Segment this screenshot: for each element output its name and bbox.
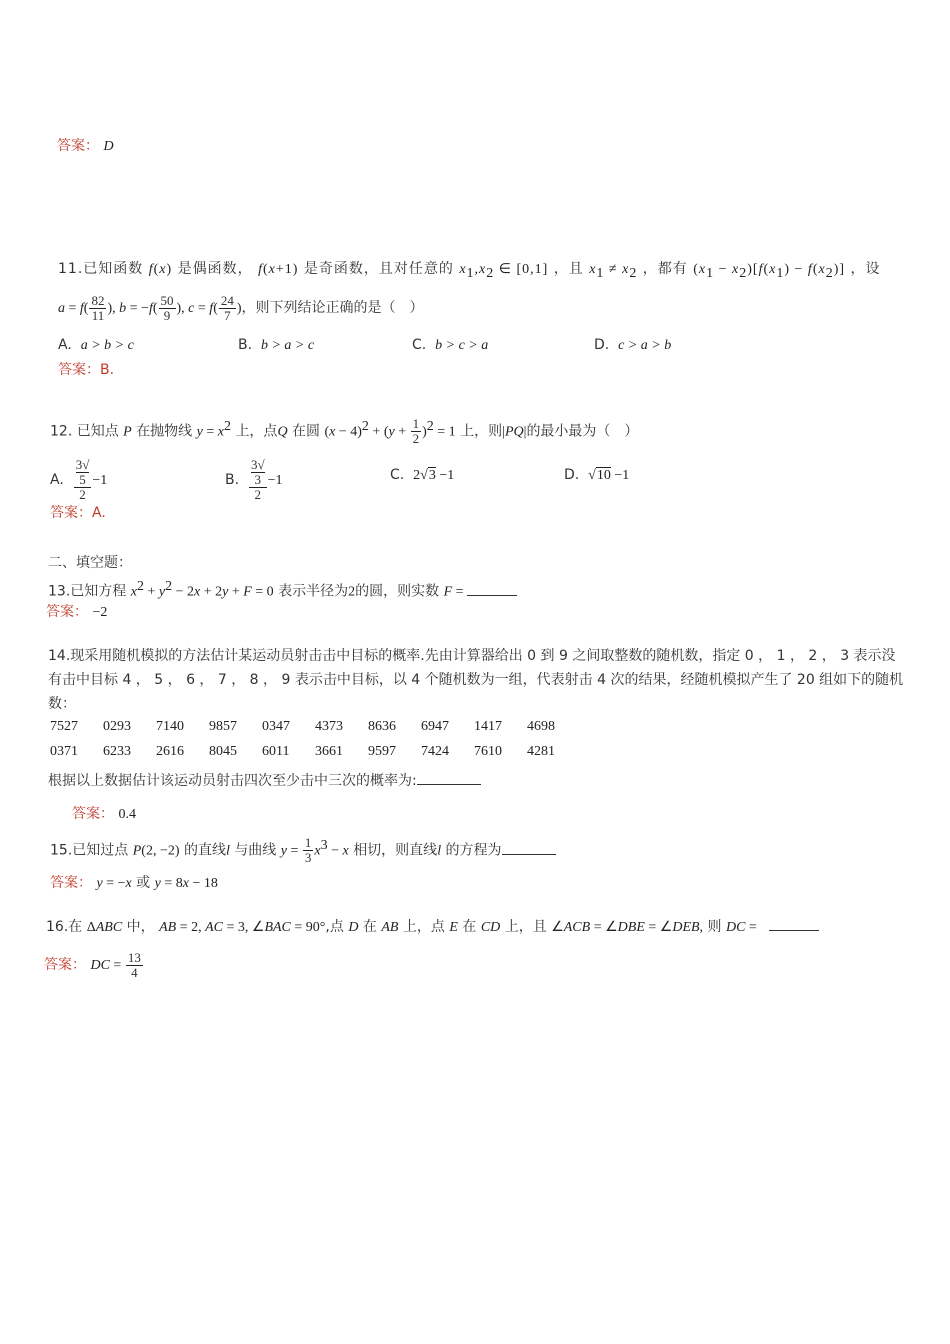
answer-10: [57, 136, 114, 157]
question-11-line1: 11.已知函数 f(x) 是偶函数， f(x+1) 是奇函数，且对任意的 $x_1,x_2$ ∈ [0,1] ，且 $x_1 \ne x_2$ ，都有 $(x_1 - x_2)[f(x_1) - f(x_2)]$ ，设: [58, 261, 881, 281]
answer-16: 答案： DC = $\frac{13}{4}$: [44, 949, 141, 980]
question-13: 13.已知方程 $x^2 + y^2 - 2x + 2y + F = 0$ 表示半径为2的圆，则实数 F =: [48, 577, 517, 603]
random-number-row-2: 0371 6233 2616 8045 6011 3661 9597 7424 7610 4281: [50, 744, 555, 759]
option-c: C. 2√3 −1: [390, 467, 455, 483]
option-a: A. 3√ 5 2 −1: [50, 457, 108, 502]
question-16: 16.在 ΔABC 中， AB = 2, AC = 3, ∠BAC = 90°,点 D 在 AB 上，点 E 在 CD 上，且 ∠ACB = ∠DBE = ∠DEB, 则 DC =: [46, 916, 819, 938]
question-14-ask: 根据以上数据估计该运动员射击四次至少击中三次的概率为:: [48, 770, 481, 791]
answer-11: 答案：B.: [58, 362, 115, 378]
option-d: D. c > a > b: [594, 337, 672, 353]
question-14-line1: 14.现采用随机模拟的方法估计某运动员射击击中目标的概率.先由计算器给出 0 到 9 之间取整数的随机数，指定 0 ， 1 ， 2 ， 3 表示没: [48, 648, 896, 664]
answer-value: D: [103, 139, 114, 154]
option-d: D. √10 −1: [564, 467, 630, 483]
option-c: C. b > c > a: [412, 337, 489, 353]
question-11-line2: a = f( $\frac{82}{11}$ ), b = −f( $\frac{50}{9}$ ), c = f( $\frac{24}{7}$ )，则下列结论正确的是（ ）: [58, 292, 424, 323]
answer-blank: [417, 770, 481, 785]
answer-label: 答案：: [57, 138, 99, 154]
option-a: A. a > b > c: [58, 337, 134, 353]
question-15: 15.已知过点 P(2, −2) 的直线l 与曲线 y = $\frac{1}{3}$ $x^3 - x$ 相切，则直线l 的方程为: [50, 830, 556, 868]
option-b: B. 3√ 3 2 −1: [225, 457, 283, 502]
answer-blank: [769, 916, 819, 931]
question-14-line3: 数：: [48, 696, 76, 712]
question-14-line2: 有击中目标 4 ， 5 ， 6 ， 7 ， 8 ， 9 表示击中目标，以 4 个随机数为一组，代表射击 4 次的结果，经随机模拟产生了 20 组如下的随机: [48, 672, 904, 688]
answer-14: 答案： 0.4: [72, 806, 136, 822]
option-b: B. b > a > c: [238, 337, 315, 353]
section-title: 二、填空题：: [48, 555, 132, 571]
question-12-line: 12. 已知点 P 在抛物线 $y = x^2$ 上，点Q 在圆 $(x - 4)^2 + (y$ + $\frac{1}{2}$ )$^2$ = 1 上，则|PQ|的最小最为（ ）: [50, 416, 639, 447]
answer-15: 答案： y = −x 或 y = 8x − 18: [50, 875, 218, 891]
answer-blank: [502, 840, 556, 855]
random-number-row-1: 7527 0293 7140 9857 0347 4373 8636 6947 1417 4698: [50, 719, 555, 734]
math: f: [148, 262, 154, 277]
answer-13: 答案： −2: [46, 604, 108, 620]
answer-blank: [467, 581, 517, 596]
answer-12: 答案：A.: [50, 505, 106, 521]
